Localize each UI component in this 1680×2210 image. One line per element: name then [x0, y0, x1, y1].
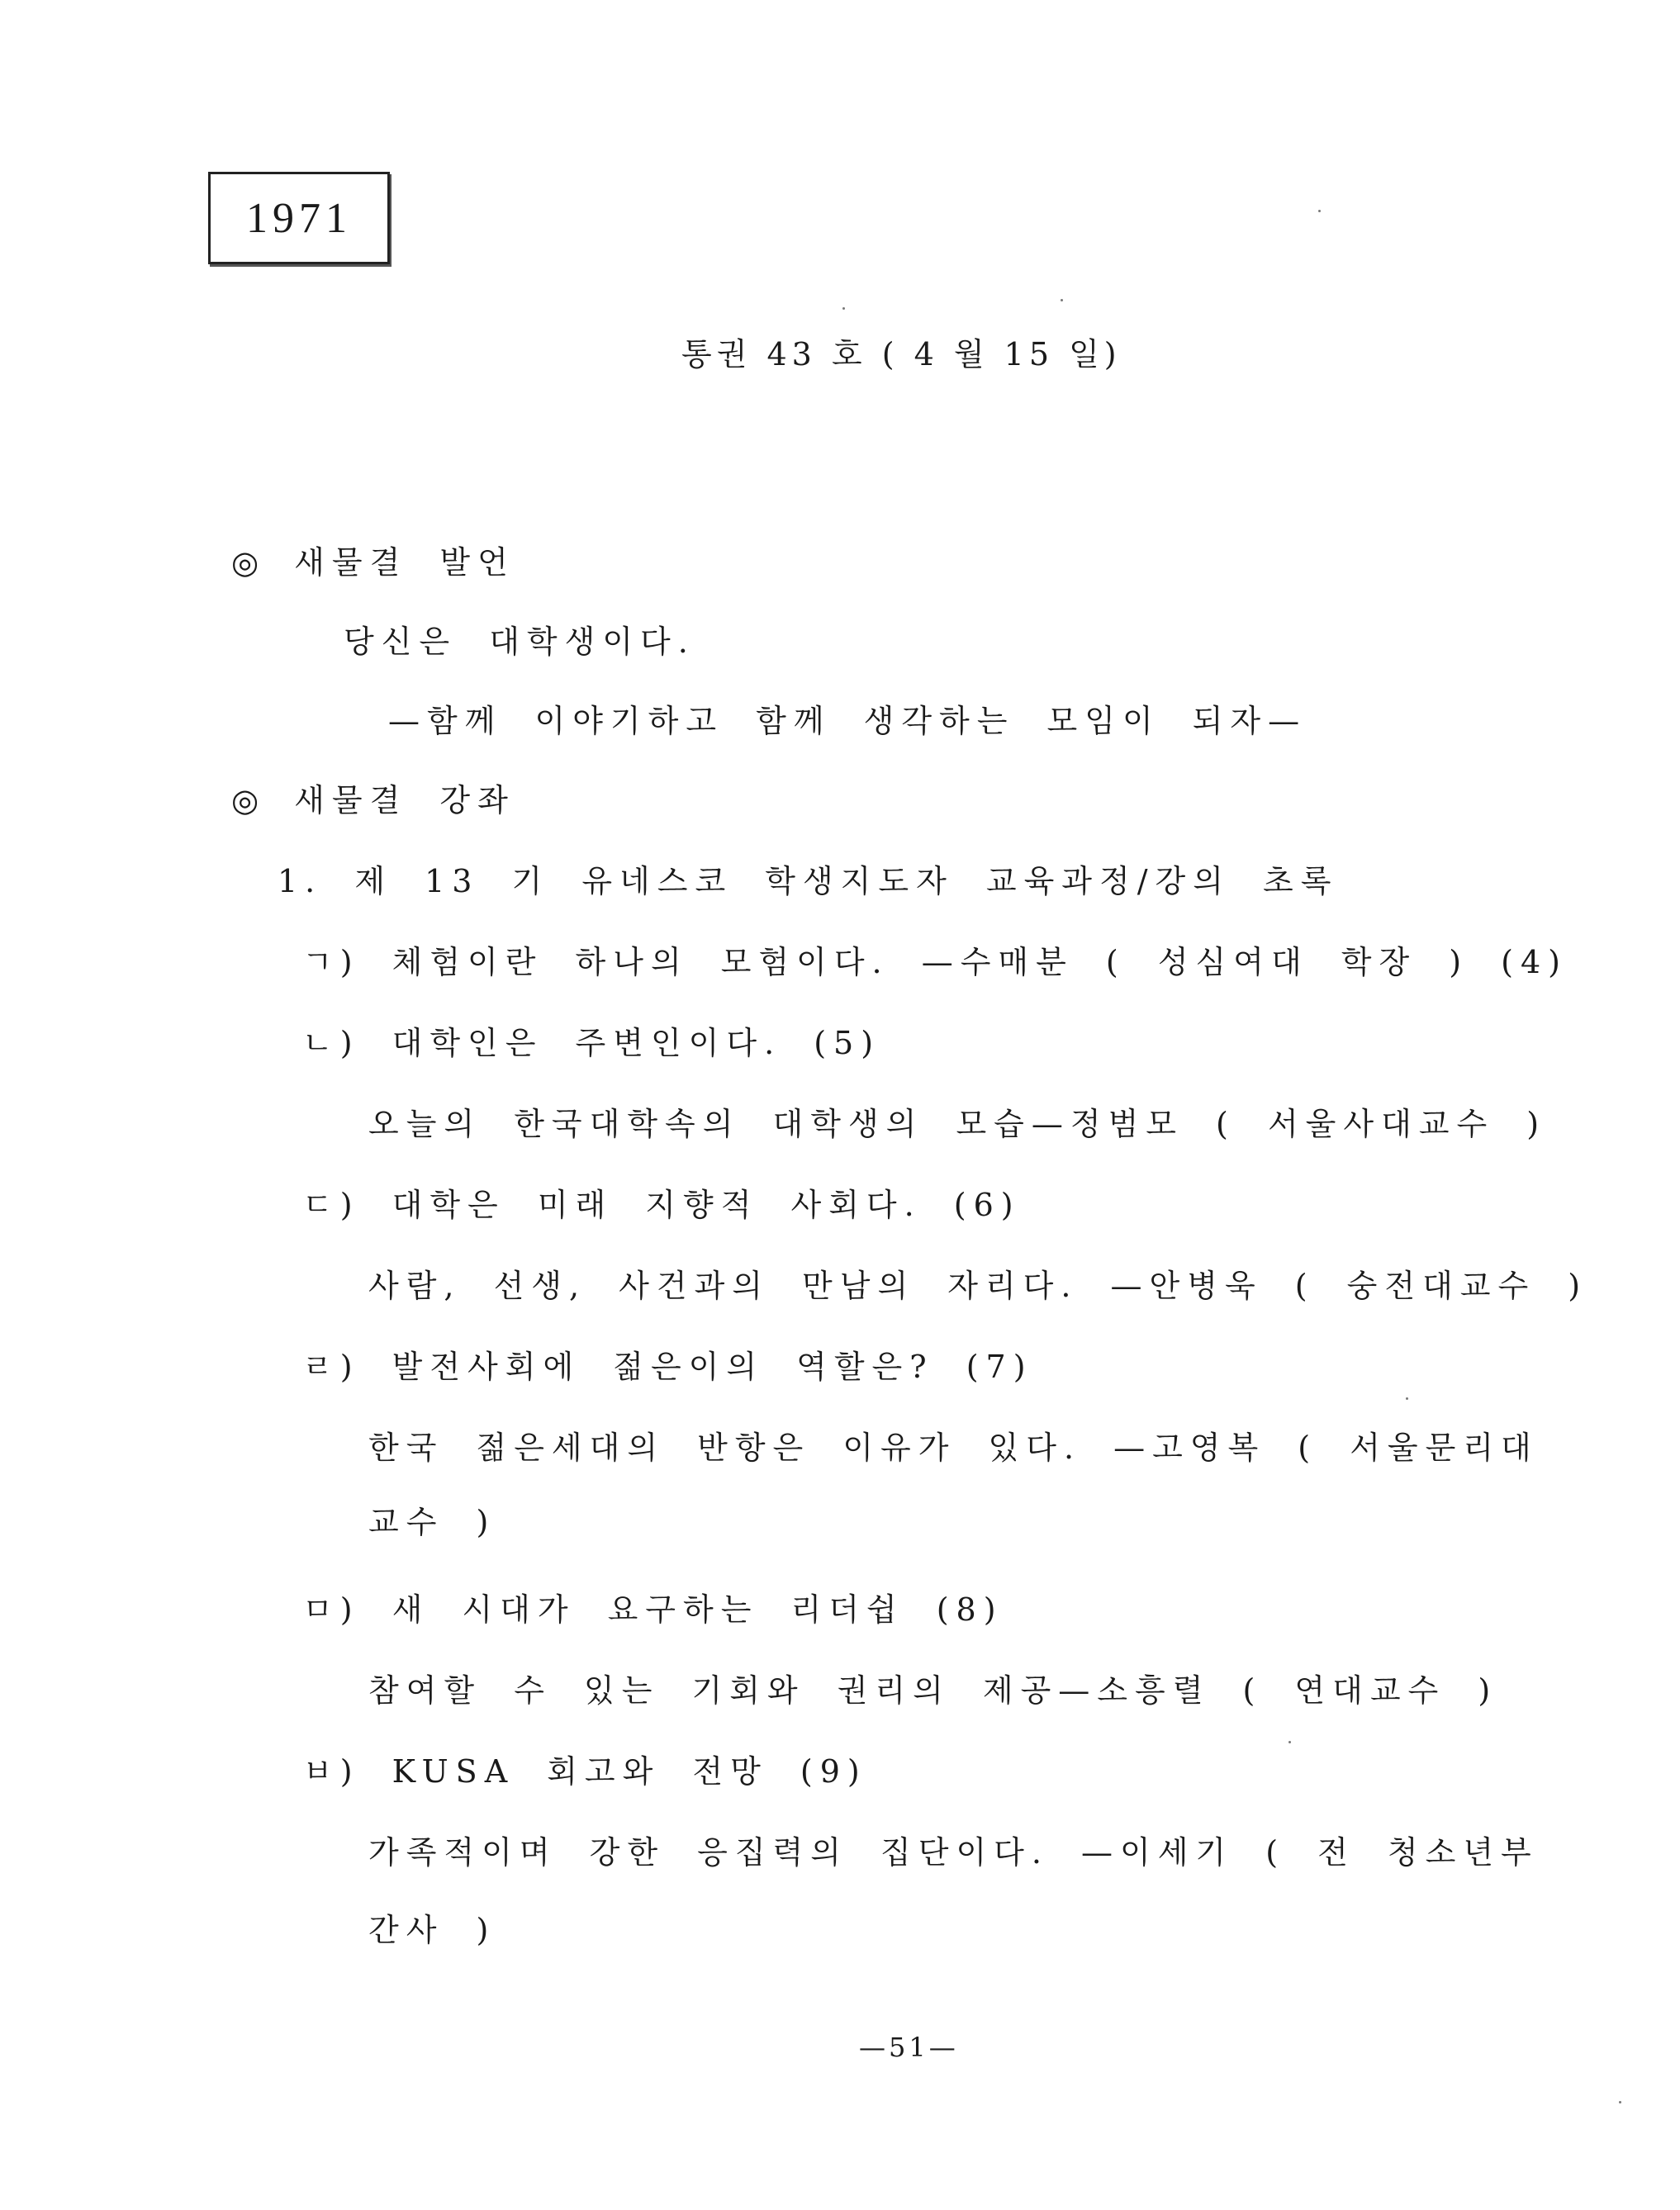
lecture-detail: 교수 )	[368, 1504, 496, 1540]
scan-speck	[1061, 299, 1063, 301]
scan-speck	[1318, 210, 1321, 212]
lecture-course-heading: 1. 제 13 기 유네스코 학생지도자 교육과정/강의 초록	[278, 863, 1339, 899]
lecture-detail: 오늘의 한국대학속의 대학생의 모습—정범모 ( 서울사대교수 )	[368, 1106, 1547, 1142]
section-heading-lecture	[231, 775, 515, 820]
section-title: 새물결 강좌	[294, 782, 515, 818]
lecture-item: ㄴ) 대학인은 주변인이다. (5)	[302, 1025, 881, 1061]
lecture-item: ㄹ) 발전사회에 젊은이의 역할은? (7)	[302, 1349, 1033, 1385]
section-heading-statement	[231, 537, 515, 582]
scan-speck	[1619, 2101, 1621, 2103]
scan-speck	[1288, 1741, 1291, 1743]
statement-headline: 당신은 대학생이다.	[344, 624, 695, 660]
lecture-item: ㄱ) 체험이란 하나의 모험이다. —수매분 ( 성심여대 학장 ) (4)	[302, 944, 1568, 980]
scan-speck	[1406, 1397, 1408, 1400]
scan-speck	[842, 307, 845, 310]
lecture-detail: 간사 )	[368, 1912, 496, 1948]
section-title: 새물결 발언	[294, 544, 515, 581]
section-marker-icon: ◎	[231, 544, 267, 581]
lecture-detail: 한국 젊은세대의 반항은 이유가 있다. —고영복 ( 서울문리대	[368, 1430, 1539, 1466]
lecture-detail: 사람, 선생, 사건과의 만남의 자리다. —안병욱 ( 숭전대교수 )	[368, 1268, 1588, 1304]
statement-slogan: —함께 이야기하고 함께 생각하는 모임이 되자—	[388, 703, 1307, 739]
lecture-detail: 참여할 수 있는 기회와 권리의 제공—소흥렬 ( 연대교수 )	[368, 1672, 1498, 1709]
year-box: 1971	[208, 172, 390, 264]
lecture-detail: 가족적이며 강한 응집력의 집단이다. —이세기 ( 전 청소년부	[368, 1834, 1539, 1871]
lecture-item: ㅂ) KUSA 회고와 전망 (9)	[302, 1753, 867, 1790]
page-number: —51—	[859, 2032, 959, 2063]
lecture-item: ㅁ) 새 시대가 요구하는 리더쉽 (8)	[302, 1591, 1004, 1628]
section-marker-icon: ◎	[231, 782, 267, 818]
issue-title: 통권 43 호 ( 4 월 15 일)	[681, 336, 1122, 372]
lecture-item: ㄷ) 대학은 미래 지향적 사회다. (6)	[302, 1187, 1021, 1223]
